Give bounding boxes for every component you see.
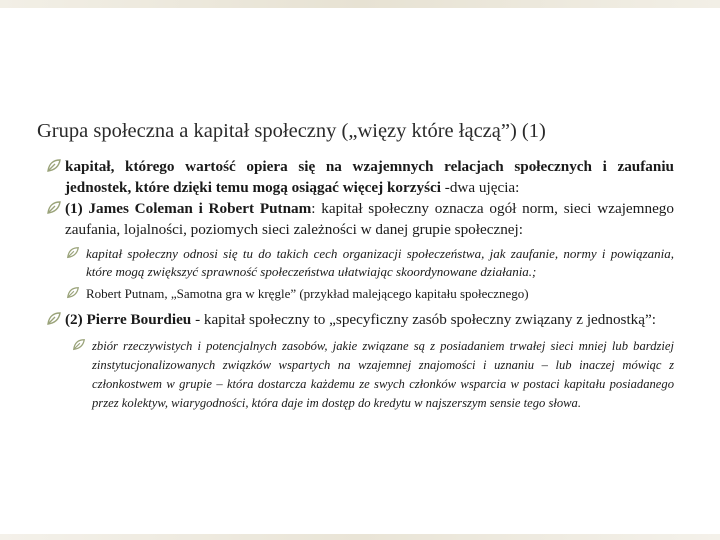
leaf-bullet-icon: [66, 245, 80, 261]
sub-bullet-2-2-text: Robert Putnam, „Samotna gra w kręgle” (przykład malejącego kapitału społecznego): [86, 286, 529, 301]
bullet-2-bold: (1) James Coleman i Robert Putnam: [65, 200, 312, 217]
bottom-decorative-bar: [0, 534, 720, 540]
sub-bullet-2-1-text: kapitał społeczny odnosi się tu do takich cech organizacji społeczeństwa, jak zaufanie, normy i powiązania, które mogą zwiększyć sprawność społeczeństwa ułatwiając skoordynowane działania.;: [86, 246, 674, 279]
slide-content: [46, 157, 674, 413]
bullet-1-text: -dwa ujęcia:: [440, 178, 520, 196]
bullet-3-bold: (2) Pierre Bourdieu: [65, 310, 192, 328]
bullet-2-text: : kapitał społeczny oznacza ogół norm, sieci wzajemnego zaufania, lojalności, poziomych sieci zależności w danej grupie społecznej:: [65, 200, 674, 238]
slide-title: Grupa społeczna a kapitał społeczny („więzy które łączą”) (1): [37, 120, 546, 142]
bullet-3-text: - kapitał społeczny to „specyficzny zasób społeczny związany z jednostką”:: [191, 310, 656, 328]
bullet-item-3: [46, 310, 674, 331]
bullet-1-bold: kapitał, którego wartość opiera się na wzajemnych relacjach społecznych i zaufaniu jednostek, które dzięki temu mogą osiągać więcej korzyści: [65, 158, 674, 196]
sub-bullet-3-1: [72, 337, 674, 413]
sub-bullet-2-2: [66, 285, 674, 303]
leaf-bullet-icon: [46, 157, 62, 175]
leaf-bullet-icon: [72, 337, 86, 353]
leaf-bullet-icon: [46, 199, 62, 217]
bullet-item-1: [46, 157, 674, 198]
bullet-item-2: [46, 199, 674, 240]
top-decorative-bar: [0, 0, 720, 8]
leaf-bullet-icon: [66, 285, 80, 301]
sub-bullet-3-1-text: zbiór rzeczywistych i potencjalnych zasobów, jakie związane są z posiadaniem trwałej sieci mniej lub bardziej zinstytucjonalizowanych związków wspartych na wzajemnej znajomości i uznaniu – lub inaczej mówiąc z członkostwem w grupie – która dostarcza każdemu ze swych członków wsparcia w postaci kapitału posiadanego przez kolektyw, wiarygodności, która daje im dostęp do kredytu w najszerszym sensie tego słowa.: [92, 339, 674, 410]
sub-bullet-2-1: [66, 245, 674, 280]
leaf-bullet-icon: [46, 310, 62, 328]
